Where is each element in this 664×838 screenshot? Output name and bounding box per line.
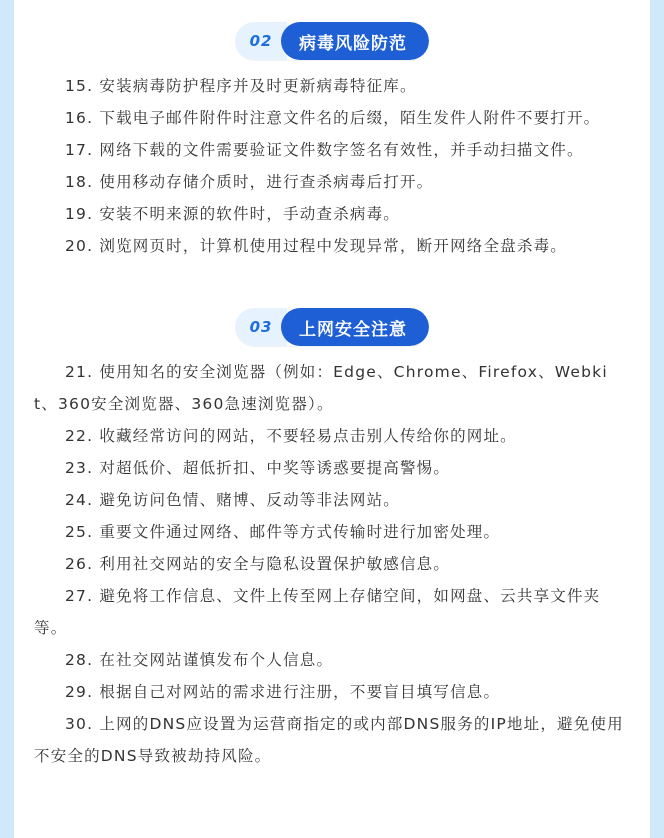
list-item: 23. 对超低价、超低折扣、中奖等诱惑要提高警惕。 [65, 459, 451, 477]
list-item: 18. 使用移动存储介质时，进行查杀病毒后打开。 [65, 173, 434, 191]
section-header [34, 22, 630, 60]
list-item: 21. 使用知名的安全浏览器（例如：Edge、Chrome、Firefox、Webkit、360安全浏览器、360急速浏览器）。 [34, 363, 608, 413]
content-panel [14, 0, 650, 838]
list-item: 20. 浏览网页时，计算机使用过程中发现异常，断开网络全盘杀毒。 [65, 237, 567, 255]
section-header [34, 308, 630, 346]
section-number: 02 [235, 22, 287, 60]
list-item: 28. 在社交网站谨慎发布个人信息。 [65, 651, 334, 669]
section-pill [235, 308, 429, 346]
section-number: 03 [235, 308, 287, 346]
list-item: 25. 重要文件通过网络、邮件等方式传输时进行加密处理。 [65, 523, 501, 541]
list-item: 26. 利用社交网站的安全与隐私设置保护敏感信息。 [65, 555, 451, 573]
list-item: 27. 避免将工作信息、文件上传至网上存储空间，如网盘、云共享文件夹等。 [34, 587, 601, 637]
left-border-strip [0, 0, 14, 838]
list-item: 17. 网络下载的文件需要验证文件数字签名有效性，并手动扫描文件。 [65, 141, 584, 159]
list-item: 16. 下载电子邮件附件时注意文件名的后缀，陌生发件人附件不要打开。 [65, 109, 601, 127]
section-title: 病毒风险防范 [281, 22, 429, 60]
list-item: 15. 安装病毒防护程序并及时更新病毒特征库。 [65, 77, 417, 95]
list-item: 30. 上网的DNS应设置为运营商指定的或内部DNS服务的IP地址，避免使用不安全的DNS导致被劫持风险。 [34, 715, 624, 765]
list-item: 24. 避免访问色情、赌博、反动等非法网站。 [65, 491, 400, 509]
list-item: 29. 根据自己对网站的需求进行注册，不要盲目填写信息。 [65, 683, 501, 701]
section-web-safety [34, 262, 630, 772]
list-item: 22. 收藏经常访问的网站，不要轻易点击别人传给你的网址。 [65, 427, 517, 445]
right-border-strip [650, 0, 664, 838]
section-title: 上网安全注意 [281, 308, 429, 346]
section-pill [235, 22, 429, 60]
list-item: 19. 安装不明来源的软件时，手动查杀病毒。 [65, 205, 400, 223]
section-virus-risk [34, 0, 630, 262]
